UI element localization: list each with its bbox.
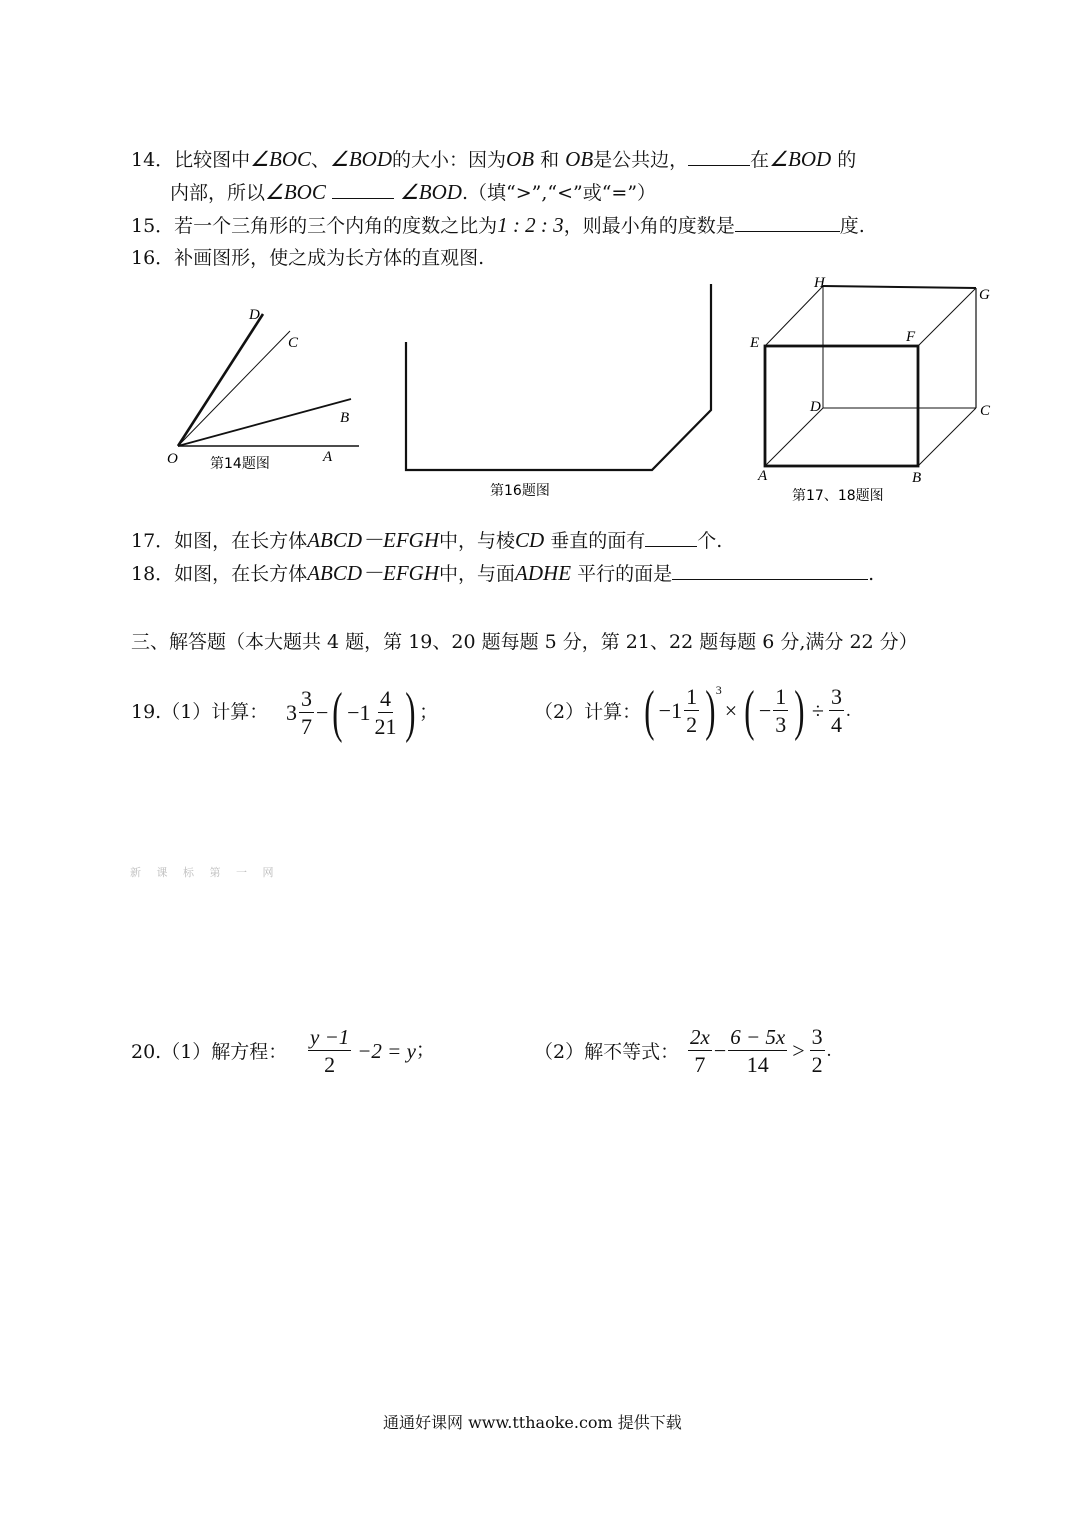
label-h: H xyxy=(814,275,825,291)
figures xyxy=(0,270,1087,510)
edge-bc xyxy=(918,408,976,466)
caption-14: 第14题图 xyxy=(210,456,270,472)
question-14-line-2: 内部，所以∠BOC ∠BOD.（填“>”,“<”或“=”） xyxy=(170,180,657,204)
label-c: C xyxy=(288,335,299,351)
question-15: 15．若一个三角形的三个内角的度数之比为1 : 2 : 3，则最小角的度数是 度. xyxy=(131,213,865,237)
question-20-1-expression: $\frac{y -1}{2}$ −2 = y ； xyxy=(310,1024,435,1077)
answer-blank-17[interactable] xyxy=(645,528,697,547)
label-a: A xyxy=(323,449,333,465)
label-e: E xyxy=(750,335,760,351)
figure-17-18 xyxy=(749,275,991,504)
face-abfe xyxy=(765,346,918,466)
ray-oc xyxy=(178,331,290,446)
question-19-2-expression: ( −1 $\frac{1}{2}$ ) 3 × ( − $\frac{1}{3}$ ) ÷ $\frac{3}{4}$ . xyxy=(644,680,851,742)
answer-blank-14b[interactable] xyxy=(332,180,394,199)
footer-source: 通通好课网 www.tthaoke.com 提供下载 xyxy=(383,1413,682,1432)
question-20-1-label: 20.（1）解方程： xyxy=(131,1041,288,1063)
label-b2: B xyxy=(912,470,922,486)
edge-ad xyxy=(765,408,823,466)
label-a2: A xyxy=(758,468,768,484)
question-20-2-label: （2）解不等式： xyxy=(534,1041,680,1063)
answer-blank-14a[interactable] xyxy=(688,147,750,166)
angle-bod: ∠BOD xyxy=(330,147,393,171)
figure-16 xyxy=(406,284,711,499)
partial-box-outline xyxy=(406,284,711,470)
label-d2: D xyxy=(810,399,821,415)
question-16: 16．补画图形，使之成为长方体的直观图. xyxy=(131,247,485,269)
label-f: F xyxy=(906,329,916,345)
question-19-1-expression: 3 $\frac{3}{7}$ − ( −1 $\frac{4}{21}$ ) ； xyxy=(286,682,439,744)
label-d: D xyxy=(249,307,260,323)
watermark: 新 课 标 第 一 网 xyxy=(130,866,280,879)
question-18: 18．如图，在长方体ABCD－EFGH中，与面ADHE 平行的面是 . xyxy=(131,561,875,585)
label-o: O xyxy=(167,451,178,467)
question-17: 17．如图，在长方体ABCD－EFGH中，与棱CD 垂直的面有 个. xyxy=(131,528,723,552)
question-14-line-1: 14．比较图中∠BOC、∠BOD的大小：因为OB 和 OB是公共边， 在∠BOD 的 xyxy=(131,147,857,171)
answer-blank-18[interactable] xyxy=(672,561,868,580)
question-19-2-label: （2）计算： xyxy=(534,701,642,723)
question-20-2-expression: $\frac{2x}{7}$ − $\frac{6 - 5x}{14}$ > $\frac{3}{2}$ . xyxy=(690,1023,832,1077)
figure-14 xyxy=(167,307,359,472)
edge-eh xyxy=(765,286,823,346)
question-19-1-label: 19.（1）计算： xyxy=(131,701,269,723)
angle-boc: ∠BOC xyxy=(250,147,312,171)
caption-17-18: 第17、18题图 xyxy=(792,488,884,504)
section-3-title: 三、解答题（本大题共 4 题，第 19、20 题每题 5 分，第 21、22 题每题 6 分,满分 22 分） xyxy=(131,631,918,653)
label-c2: C xyxy=(980,403,991,419)
answer-blank-15[interactable] xyxy=(735,213,840,232)
label-g: G xyxy=(979,287,990,303)
edge-fg xyxy=(918,288,976,346)
edge-hg xyxy=(823,286,976,288)
caption-16: 第16题图 xyxy=(490,483,550,499)
label-b: B xyxy=(340,410,350,426)
